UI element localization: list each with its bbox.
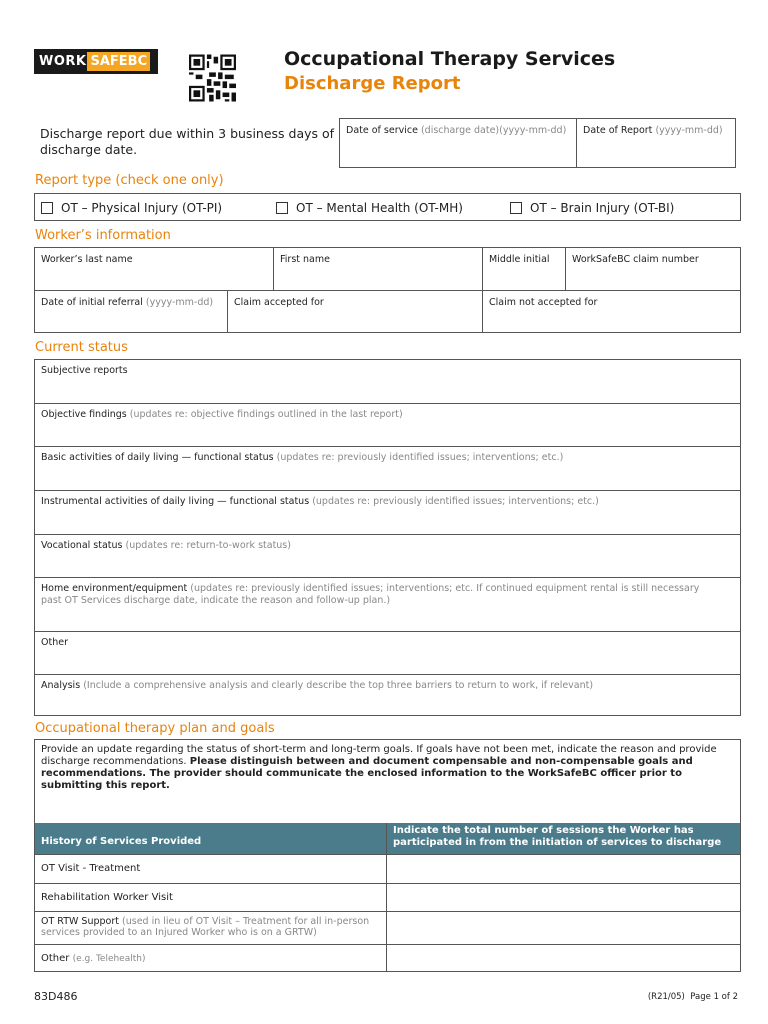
service-label-other (41, 953, 145, 964)
service-label: Other (41, 953, 70, 964)
claim-not-accepted-label: Claim not accepted for (489, 297, 598, 308)
middle-initial-field[interactable] (483, 248, 565, 290)
service-hint: (e.g. Telehealth) (72, 954, 146, 964)
claim-number-label: WorkSafeBC claim number (572, 254, 699, 265)
option-ot-bi[interactable] (510, 201, 674, 215)
middle-initial-label: Middle initial (489, 254, 550, 265)
service-label-rtw (41, 916, 381, 938)
option-ot-pi[interactable] (41, 201, 222, 215)
status-hint: (updates re: objective findings outlined in the last report) (129, 409, 403, 420)
worker-info-box (34, 247, 741, 333)
last-name-field[interactable] (35, 248, 273, 290)
date-of-report-field[interactable] (577, 119, 735, 167)
checkbox-ot-pi[interactable] (41, 202, 53, 214)
current-status-heading: Current status (35, 340, 128, 355)
initial-referral-hint: (yyyy-mm-dd) (145, 297, 214, 308)
status-row-analysis[interactable] (35, 674, 740, 715)
status-row-basic-adl[interactable] (35, 446, 740, 490)
page-number: Page 1 of 2 (690, 992, 738, 1002)
page-title: Occupational Therapy Services (284, 48, 616, 70)
claim-accepted-field[interactable] (228, 291, 482, 332)
status-hint: (Include a comprehensive analysis and clearly describe the top three barriers to return to work, if relevant) (83, 680, 594, 691)
plan-instructions-bold: Please distinguish between and document compensable and non-compensable goals and recommendations. The provider should communicate the enclosed information to the WorkSafeBC officer prior to submitting this report. (41, 756, 693, 791)
sessions-input-rtw-support[interactable] (387, 912, 740, 944)
report-type-heading: Report type (check one only) (35, 173, 224, 188)
option-ot-mh[interactable] (276, 201, 463, 215)
claim-not-accepted-field[interactable] (483, 291, 740, 332)
date-of-report-hint: (yyyy-mm-dd) (655, 125, 723, 136)
worksafebc-logo (34, 49, 158, 74)
revision-code: (R21/05) (647, 992, 685, 1002)
current-status-box (34, 359, 741, 716)
status-label: Subjective reports (41, 365, 128, 376)
plan-heading: Occupational therapy plan and goals (35, 721, 275, 736)
initial-referral-field[interactable] (35, 291, 227, 332)
checkbox-ot-mh[interactable] (276, 202, 288, 214)
status-label: Home environment/equipment (41, 583, 188, 594)
plan-instructions-text: Provide an update regarding the status of short-term and long-term goals. If goals have not been met, indicate the reason and provide discharge recommendations. (41, 744, 717, 767)
qr-code-icon (189, 54, 236, 102)
sessions-input-rehab-visit[interactable] (387, 884, 740, 911)
logo-work-text: WORK (39, 54, 87, 69)
status-row-home-environment[interactable] (35, 577, 740, 631)
option-ot-mh-label: OT – Mental Health (OT-MH) (296, 201, 463, 215)
service-hint: (used in lieu of OT Visit – Treatment for all in-person services provided to an Injured Worker who is on a GRTW) (41, 916, 370, 938)
date-of-report-label: Date of Report (583, 125, 653, 136)
first-name-field[interactable] (274, 248, 482, 290)
table-header-history-label: History of Services Provided (41, 836, 202, 847)
date-of-service-label: Date of service (346, 125, 418, 136)
dates-box (339, 118, 736, 168)
status-label: Other (41, 637, 68, 648)
status-row-instrumental-adl[interactable] (35, 490, 740, 534)
status-label: Instrumental activities of daily living — functional status (41, 496, 310, 507)
status-label: Basic activities of daily living — functional status (41, 452, 274, 463)
service-label: Rehabilitation Worker Visit (41, 892, 173, 903)
due-note: Discharge report due within 3 business days of discharge date. (40, 126, 335, 157)
status-hint: (updates re: return-to-work status) (125, 540, 291, 551)
logo-safebc-text: SAFEBC (87, 52, 150, 71)
option-ot-bi-label: OT – Brain Injury (OT-BI) (530, 201, 675, 215)
claim-accepted-label: Claim accepted for (234, 297, 324, 308)
status-label: Analysis (41, 680, 81, 691)
report-type-box (34, 193, 741, 221)
table-header-sessions-label: Indicate the total number of sessions the Worker has participated in from the initiation of services to discharge (393, 825, 722, 848)
last-name-label: Worker’s last name (41, 254, 133, 265)
date-of-service-field[interactable] (340, 119, 576, 167)
table-header-sessions (387, 823, 740, 854)
page-info (648, 992, 738, 1002)
option-ot-pi-label: OT – Physical Injury (OT-PI) (61, 201, 223, 215)
status-hint: (updates re: previously identified issues; interventions; etc.) (312, 496, 599, 507)
form-code: 83D486 (34, 990, 78, 1003)
claim-number-field[interactable] (566, 248, 740, 290)
status-row-vocational[interactable] (35, 534, 740, 577)
status-row-objective[interactable] (35, 403, 740, 446)
service-label: OT Visit - Treatment (41, 863, 141, 874)
plan-box (34, 739, 741, 972)
worker-info-heading: Worker’s information (35, 228, 171, 243)
table-header-history (35, 823, 386, 854)
plan-instructions[interactable] (41, 744, 730, 792)
status-hint: (updates re: previously identified issues; interventions; etc.) (276, 452, 564, 463)
sessions-input-ot-visit[interactable] (387, 855, 740, 883)
status-row-subjective[interactable] (35, 360, 740, 403)
first-name-label: First name (280, 254, 330, 265)
status-hint: (updates re: previously identified issues; interventions; etc. If continued equipment rental is still necessary past OT Services discharge date, indicate the reason and follow-up plan.) (41, 583, 700, 606)
initial-referral-label: Date of initial referral (41, 297, 143, 308)
date-of-service-hint: (discharge date)(yyyy-mm-dd) (420, 125, 567, 136)
status-row-other[interactable] (35, 631, 740, 674)
page-subtitle: Discharge Report (284, 73, 461, 94)
checkbox-ot-bi[interactable] (510, 202, 522, 214)
status-label: Objective findings (41, 409, 127, 420)
service-label: OT RTW Support (41, 916, 119, 927)
status-label: Vocational status (41, 540, 123, 551)
sessions-input-other[interactable] (387, 945, 740, 971)
